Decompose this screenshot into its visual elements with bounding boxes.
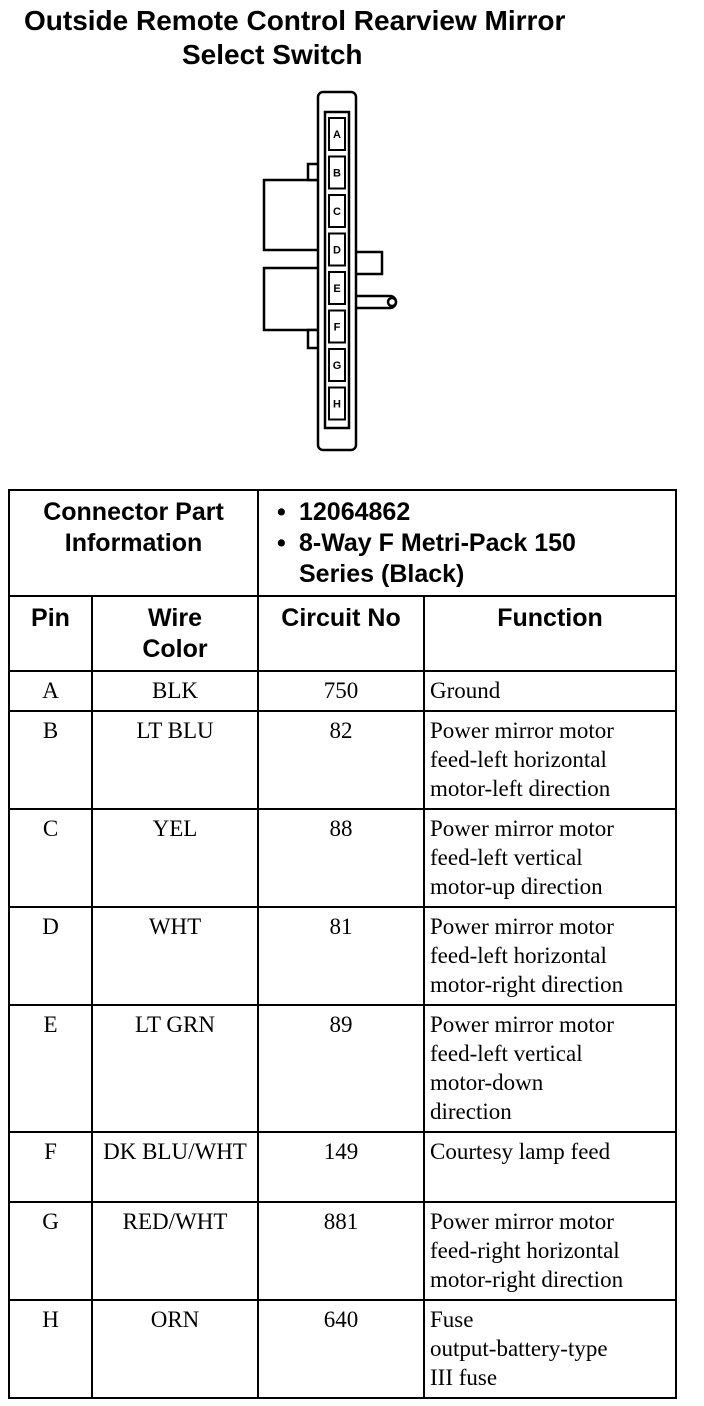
function-line: feed-right horizontal <box>430 1238 620 1263</box>
connector-latch-lower <box>264 268 320 330</box>
circuit-cell: 640 <box>258 1300 424 1398</box>
part-info-label-cell <box>9 490 258 596</box>
function-cell <box>424 809 676 907</box>
header-wire-color-line-2: Color <box>142 635 208 663</box>
header-wire-color-line-1: Wire <box>148 604 202 632</box>
function-cell <box>424 1202 676 1300</box>
function-line: motor-right direction <box>430 972 624 997</box>
function-line: Courtesy lamp feed <box>430 1139 611 1164</box>
wire-color-cell: ORN <box>92 1300 258 1398</box>
function-line: III fuse <box>430 1365 498 1390</box>
title-line-2: Select Switch <box>182 39 363 70</box>
pin-cell: G <box>9 1202 92 1300</box>
pin-label-b: B <box>333 167 341 180</box>
header-pin <box>9 596 92 671</box>
pin-label-g: G <box>332 360 342 372</box>
function-line: Power mirror motor <box>430 1012 614 1037</box>
circuit-cell: 82 <box>258 711 424 809</box>
pin-label-c: C <box>333 206 341 218</box>
pin-cell: D <box>9 907 92 1005</box>
connector-type-line-2: Series (Black) <box>299 560 465 588</box>
pin-cell: F <box>9 1132 92 1202</box>
function-line: feed-left vertical <box>430 1041 583 1066</box>
circuit-cell: 89 <box>258 1005 424 1132</box>
pin-label-a: A <box>333 129 341 141</box>
title-line-1: Outside Remote Control Rearview Mirror <box>24 5 566 36</box>
function-cell <box>424 1132 676 1202</box>
circuit-cell: 149 <box>258 1132 424 1202</box>
function-cell <box>424 907 676 1005</box>
wire-color-cell: DK BLU/WHT <box>92 1132 258 1202</box>
circuit-cell: 88 <box>258 809 424 907</box>
table-row <box>9 671 676 711</box>
function-line: motor-left direction <box>430 776 611 801</box>
table-row <box>9 1132 676 1202</box>
function-line: direction <box>430 1099 512 1124</box>
circuit-cell: 81 <box>258 907 424 1005</box>
function-cell <box>424 671 676 711</box>
function-cell <box>424 1005 676 1132</box>
header-wire-color <box>92 596 258 671</box>
pin-cell: C <box>9 809 92 907</box>
function-line: feed-left horizontal <box>430 943 607 968</box>
header-function-label: Function <box>497 604 603 632</box>
header-circuit-label: Circuit No <box>281 604 401 632</box>
wire-color-cell: RED/WHT <box>92 1202 258 1300</box>
function-line: Power mirror motor <box>430 816 614 841</box>
wire-color-cell: BLK <box>92 671 258 711</box>
table-row <box>9 1005 676 1132</box>
header-circuit <box>258 596 424 671</box>
table-row <box>9 1202 676 1300</box>
connector-diagram <box>250 88 410 458</box>
function-line: motor-up direction <box>430 874 603 899</box>
table-row <box>9 711 676 809</box>
function-line: Ground <box>430 678 501 703</box>
pin-cell: E <box>9 1005 92 1132</box>
pin-cell: B <box>9 711 92 809</box>
table-row <box>9 809 676 907</box>
function-line: feed-left vertical <box>430 845 583 870</box>
function-line: Power mirror motor <box>430 914 614 939</box>
pin-rows <box>9 671 676 1398</box>
function-line: motor-down <box>430 1070 544 1095</box>
pin-label-d: D <box>333 244 341 257</box>
circuit-cell: 750 <box>258 671 424 711</box>
pin-label-h: H <box>333 398 341 411</box>
table-row <box>9 1300 676 1398</box>
connector-latch-upper <box>264 180 320 250</box>
header-row <box>9 596 676 671</box>
connector-type-line-1: • 8-Way F Metri-Pack 150 <box>259 528 675 559</box>
header-pin-label: Pin <box>31 604 70 632</box>
function-line: feed-left horizontal <box>430 747 607 772</box>
pin-cell: A <box>9 671 92 711</box>
part-info-row <box>9 490 676 596</box>
connector-table <box>8 489 677 1399</box>
function-line: motor-right direction <box>430 1267 624 1292</box>
wire-color-cell: WHT <box>92 907 258 1005</box>
pin-label-f: F <box>333 321 341 334</box>
wire-color-cell: YEL <box>92 809 258 907</box>
part-info-label-line-1: Connector Part <box>43 498 224 526</box>
table-row <box>9 907 676 1005</box>
part-info-value-cell <box>258 490 676 596</box>
function-line: Fuse <box>430 1307 474 1332</box>
circuit-cell: 881 <box>258 1202 424 1300</box>
wire-color-cell: LT BLU <box>92 711 258 809</box>
part-number: • 12064862 <box>259 497 675 528</box>
function-line: output-battery-type <box>430 1336 608 1361</box>
header-function <box>424 596 676 671</box>
function-line: Power mirror motor <box>430 718 614 743</box>
part-info-label-line-2: Information <box>64 529 203 557</box>
wire-color-cell: LT GRN <box>92 1005 258 1132</box>
function-line: Power mirror motor <box>430 1209 614 1234</box>
function-cell <box>424 711 676 809</box>
pin-label-e: E <box>333 283 341 295</box>
pin-cell: H <box>9 1300 92 1398</box>
function-cell <box>424 1300 676 1398</box>
connector-lever-end <box>388 298 396 306</box>
